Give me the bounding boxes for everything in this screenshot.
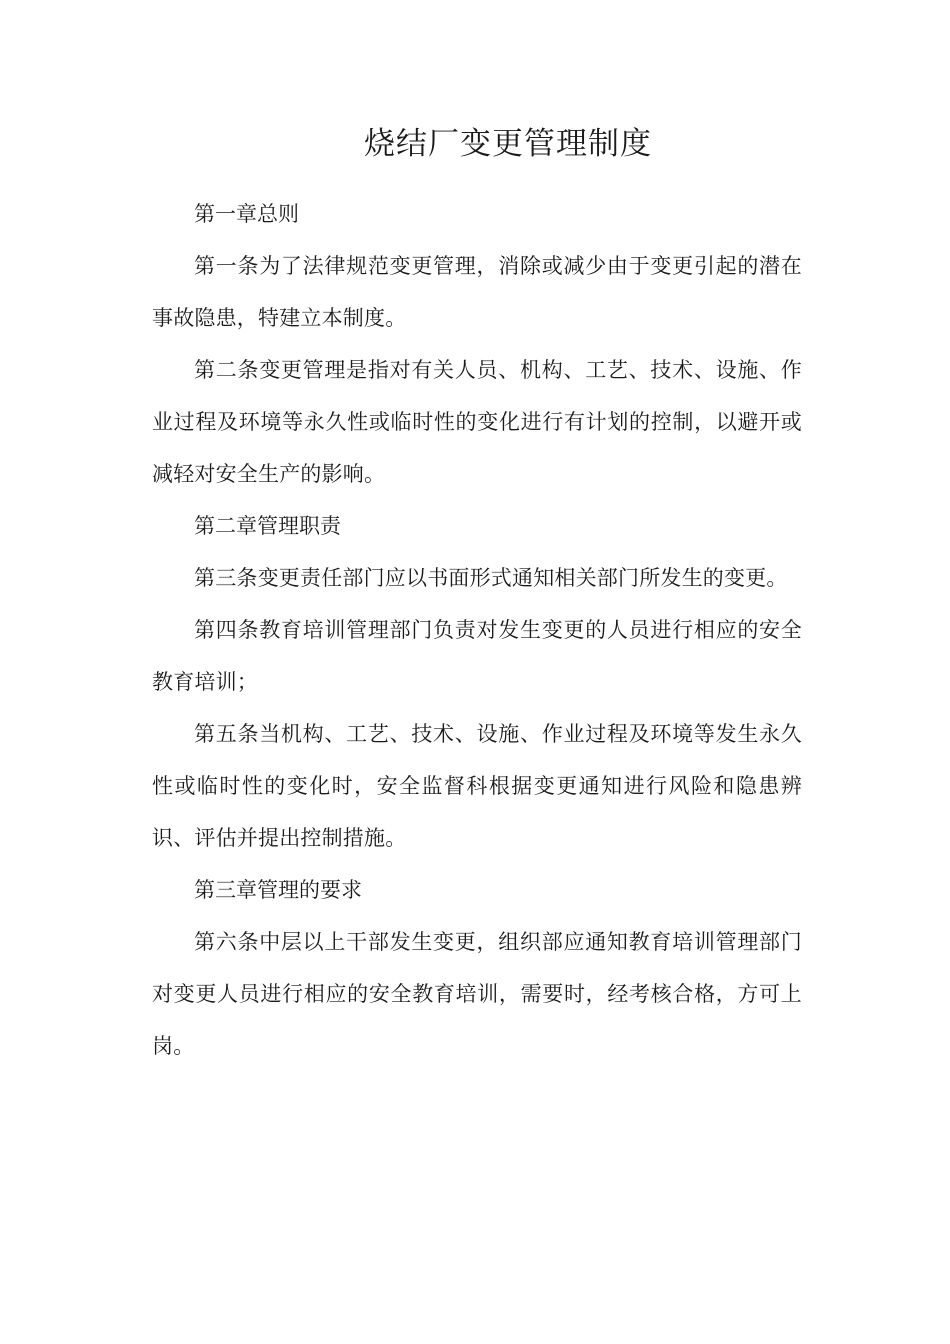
chapter-heading-3: 第三章管理的要求 — [194, 878, 362, 902]
chapter-heading-1: 第一章总则 — [194, 202, 299, 226]
article-6: 第六条中层以上干部发生变更，组织部应通知教育培训管理部门对变更人员进行相应的安全教育培训，需要时，经考核合格，方可上岗。 — [152, 930, 802, 1058]
article-4: 第四条教育培训管理部门负责对发生变更的人员进行相应的安全教育培训； — [152, 618, 802, 694]
document-body — [152, 188, 802, 1072]
article-1: 第一条为了法律规范变更管理，消除或减少由于变更引起的潜在事故隐患，特建立本制度。 — [152, 254, 802, 330]
article-2: 第二条变更管理是指对有关人员、机构、工艺、技术、设施、作业过程及环境等永久性或临时性的变化进行有计划的控制，以避开或减轻对安全生产的影响。 — [152, 358, 802, 486]
article-5: 第五条当机构、工艺、技术、设施、作业过程及环境等发生永久性或临时性的变化时，安全监督科根据变更通知进行风险和隐患辨识、评估并提出控制措施。 — [152, 722, 802, 850]
document-title: 烧结厂变更管理制度 — [364, 126, 652, 162]
chapter-heading-2: 第二章管理职责 — [194, 514, 341, 538]
article-3: 第三条变更责任部门应以书面形式通知相关部门所发生的变更。 — [194, 566, 788, 590]
